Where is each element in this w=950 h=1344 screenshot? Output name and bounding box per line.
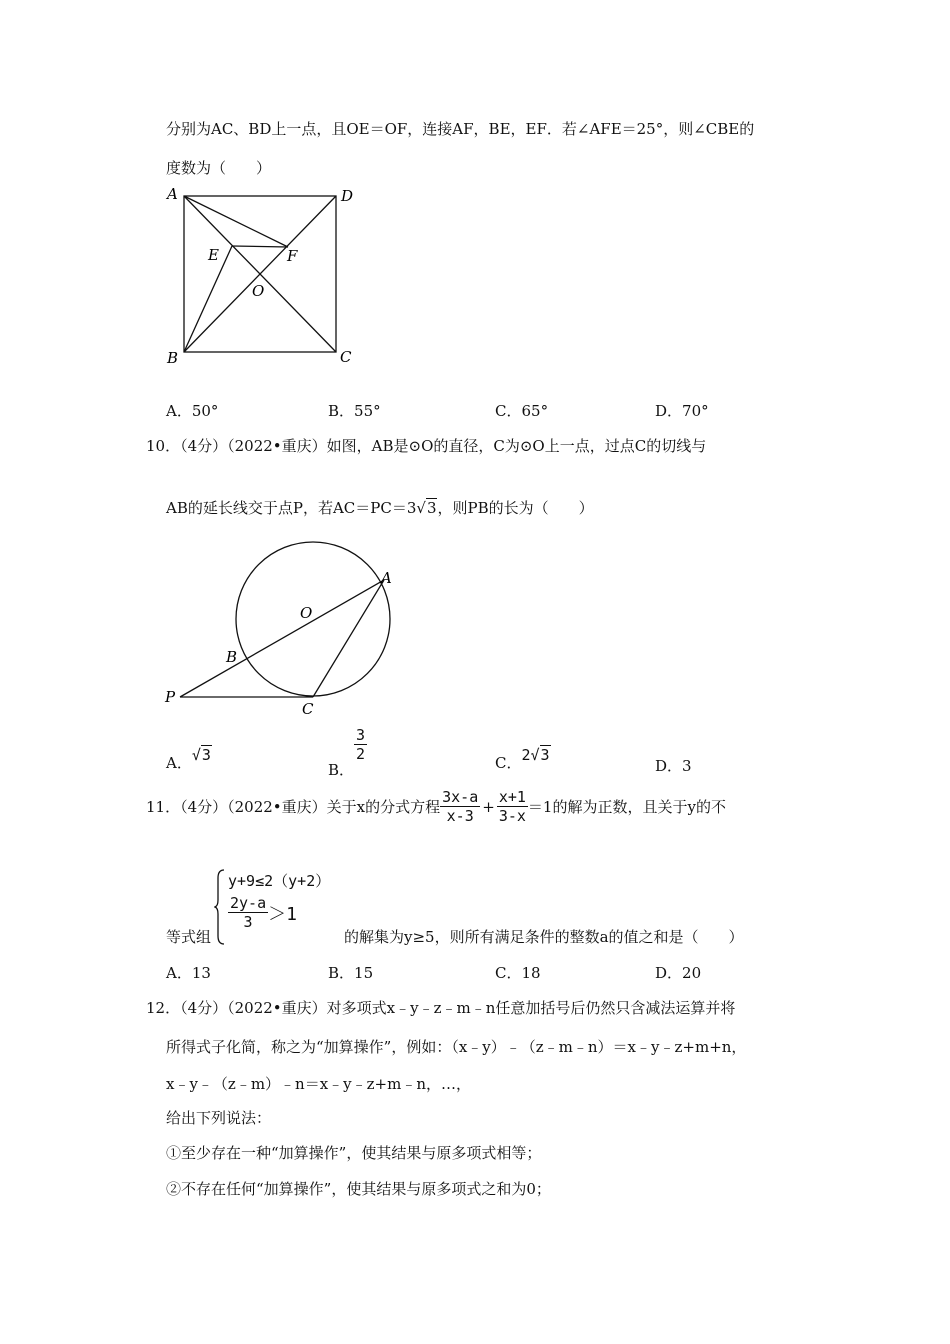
q12-text-line4: 给出下列说法：: [166, 1109, 272, 1127]
q11-option-b: B．15: [328, 964, 374, 982]
q10-option-d: D．3: [655, 757, 692, 775]
q12-statement-1: ①至少存在一种“加算操作”，使其结果与原多项式相等；: [166, 1144, 542, 1162]
label-d: D: [341, 187, 354, 205]
segment-af: [184, 196, 288, 247]
label-f: F: [287, 247, 298, 265]
q9-option-d: D．70°: [655, 402, 709, 420]
label-e: E: [208, 246, 219, 264]
q12-text-line2: 所得式子化简，称之为“加算操作”，例如：（x﹣y）﹣（z﹣m﹣n）＝x﹣y﹣z+m+n，: [166, 1038, 747, 1056]
q9-text-line1: 分别为AC、BD上一点，且OE＝OF，连接AF，BE，EF．若∠AFE＝25°，则∠CBE的: [166, 120, 755, 138]
q12-statement-2: ②不存在任何“加算操作”，使其结果与原多项式之和为0；: [166, 1180, 551, 1198]
q10-text-line2: AB的延长线交于点P，若AC＝PC＝3√3，则PB的长为（ ）: [166, 499, 594, 517]
q11-option-a: A．13: [166, 964, 211, 982]
q12-text-line1: 12．（4分）（2022•重庆）对多项式x﹣y﹣z﹣m﹣n任意加括号后仍然只含减法运算并将: [146, 999, 736, 1017]
q11-option-d: D．20: [655, 964, 702, 982]
q9-option-a: A．50°: [166, 402, 219, 420]
q11-option-c: C．18: [495, 964, 541, 982]
sqrt-symbol: √3: [416, 499, 437, 517]
label-c: C: [340, 348, 352, 366]
label-a: A: [381, 569, 392, 587]
chord-ac: [313, 580, 384, 697]
label-o: O: [252, 282, 265, 300]
circle-o: [236, 542, 390, 696]
line-pa: [180, 580, 384, 697]
label-p: P: [165, 688, 176, 706]
fraction-2: $\frac{x+1}{3-x}$: [498, 788, 526, 825]
q12-text-line3: x﹣y﹣（z﹣m）﹣n＝x﹣y﹣z+m﹣n，…，: [166, 1075, 472, 1093]
label-b: B: [226, 648, 238, 666]
q10-option-c: C．2√3: [495, 746, 550, 772]
q10-option-a: A．√3: [166, 746, 211, 772]
q9-option-c: C．65°: [495, 402, 549, 420]
label-o: O: [300, 604, 313, 622]
q11-text-line1: 11．（4分）（2022•重庆）关于x的分式方程 $\frac{3x-a}{x-3}$ + $\frac{x+1}{3-x}$ ＝1的解为正数，且关于y的不: [146, 788, 726, 825]
label-a: A: [167, 185, 178, 203]
label-b: B: [167, 349, 179, 367]
q9-text-line2: 度数为（ ）: [166, 159, 272, 177]
fraction-1: $\frac{3x-a}{x-3}$: [442, 788, 479, 825]
q11-text-line2-prefix: 等式组: [166, 928, 212, 946]
q9-square-figure: [160, 180, 370, 370]
q10-option-b: B． $\frac{3}{2}$: [328, 726, 366, 779]
left-brace-icon: [214, 868, 226, 946]
q10-circle-figure: [160, 540, 410, 720]
q11-text-line2-suffix: 的解集为y≥5，则所有满足条件的整数a的值之和是（ ）: [344, 928, 744, 946]
segment-ef: [232, 246, 288, 247]
inequality-system: y+9≤2（y+2） $\frac{2y-a}{3}$ ＞1: [214, 868, 330, 946]
label-c: C: [302, 700, 314, 718]
q9-option-b: B．55°: [328, 402, 381, 420]
q10-text-line1: 10．（4分）（2022•重庆）如图，AB是⊙O的直径，C为⊙O上一点，过点C的切线与: [146, 437, 707, 455]
